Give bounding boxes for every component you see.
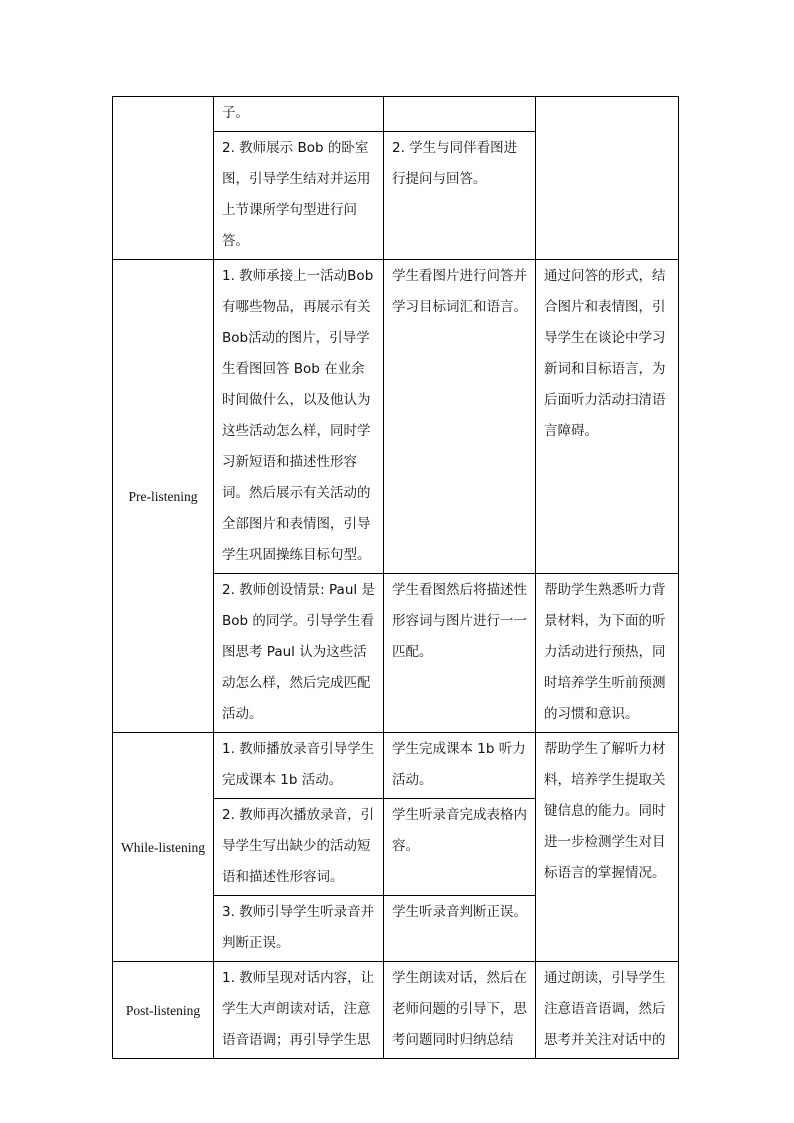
- teacher-activity-cell: 子。: [214, 97, 384, 132]
- stage-cell-continued: [113, 97, 214, 260]
- teacher-activity-cell: 1. 教师承接上一活动Bob有哪些物品，再展示有关Bob活动的图片，引导学生看图回答 Bob 在业余时间做什么，以及他认为这些活动怎么样，同时学习新短语和描述性形容词。然后展示有关活动的全部图片和表情图，引导学生巩固操练目标句型。: [214, 260, 384, 574]
- teacher-activity-cell: 2. 教师再次播放录音，引导学生写出缺少的活动短语和描述性形容词。: [214, 799, 384, 896]
- student-activity-cell: 学生看图然后将描述性形容词与图片进行一一匹配。: [384, 574, 536, 733]
- student-activity-cell: 学生朗读对话，然后在老师问题的引导下，思考问题同时归纳总结: [384, 962, 536, 1059]
- student-activity-cell: [384, 97, 536, 132]
- student-activity-cell: 学生听录音判断正误。: [384, 896, 536, 962]
- teacher-activity-cell: 3. 教师引导学生听录音并判断正误。: [214, 896, 384, 962]
- purpose-cell: 通过问答的形式，结合图片和表情图，引导学生在谈论中学习新词和目标语言，为后面听力活动扫清语言障碍。: [536, 260, 679, 574]
- student-activity-cell: 2. 学生与同伴看图进行提问与回答。: [384, 132, 536, 260]
- purpose-cell: 通过朗读，引导学生注意语音语调，然后思考并关注对话中的: [536, 962, 679, 1059]
- teacher-activity-cell: 2. 教师创设情景: Paul 是 Bob 的同学。引导学生看图思考 Paul 认为这些活动怎么样，然后完成匹配活动。: [214, 574, 384, 733]
- purpose-cell: 帮助学生了解听力材料，培养学生提取关键信息的能力。同时进一步检测学生对目标语言的掌握情况。: [536, 733, 679, 962]
- teacher-activity-cell: 2. 教师展示 Bob 的卧室图，引导学生结对并运用上节课所学句型进行问答。: [214, 132, 384, 260]
- student-activity-cell: 学生听录音完成表格内容。: [384, 799, 536, 896]
- stage-label-while-listening: While-listening: [113, 733, 214, 962]
- lesson-plan-table: [112, 96, 679, 1059]
- table-row: [113, 260, 679, 574]
- purpose-cell: [536, 97, 679, 260]
- student-activity-cell: 学生完成课本 1b 听力活动。: [384, 733, 536, 799]
- table-row: [113, 962, 679, 1059]
- teacher-activity-cell: 1. 教师播放录音引导学生完成课本 1b 活动。: [214, 733, 384, 799]
- table-row: [113, 97, 679, 132]
- stage-label-post-listening: Post-listening: [113, 962, 214, 1059]
- stage-label-pre-listening: Pre-listening: [113, 260, 214, 733]
- purpose-cell: 帮助学生熟悉听力背景材料，为下面的听力活动进行预热，同时培养学生听前预测的习惯和意识。: [536, 574, 679, 733]
- table-row: [113, 733, 679, 799]
- teacher-activity-cell: 1. 教师呈现对话内容，让学生大声朗读对话，注意语音语调；再引导学生思: [214, 962, 384, 1059]
- student-activity-cell: 学生看图片进行问答并学习目标词汇和语言。: [384, 260, 536, 574]
